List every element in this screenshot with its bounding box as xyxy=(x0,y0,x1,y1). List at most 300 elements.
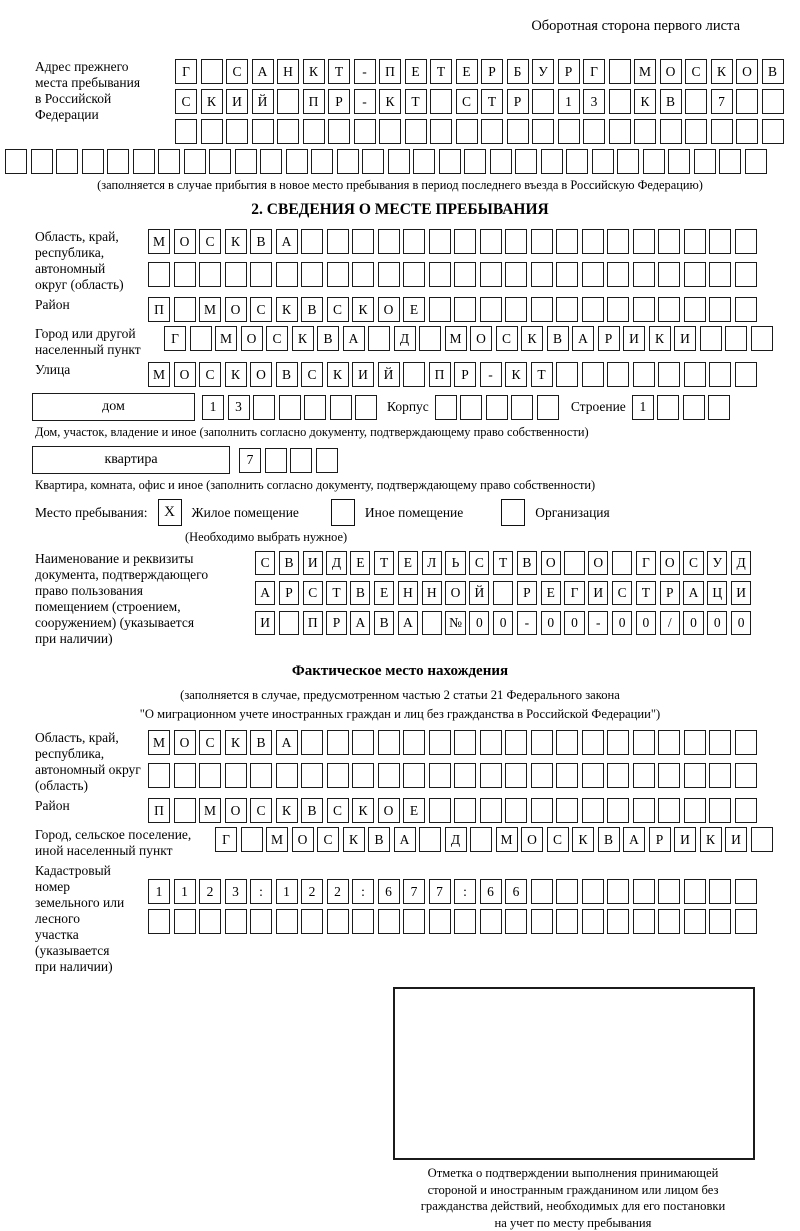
char-cell[interactable] xyxy=(505,297,527,322)
char-cell[interactable]: В xyxy=(276,362,298,387)
char-cell[interactable]: Н xyxy=(422,581,442,605)
char-cell[interactable]: О xyxy=(588,551,608,575)
char-cell[interactable]: К xyxy=(700,827,722,852)
char-cell[interactable] xyxy=(327,262,349,287)
char-cell[interactable] xyxy=(174,262,196,287)
char-cell[interactable]: И xyxy=(255,611,275,635)
char-cell[interactable] xyxy=(531,262,553,287)
char-cell[interactable] xyxy=(633,879,655,904)
char-cell[interactable] xyxy=(199,909,221,934)
char-cell[interactable] xyxy=(745,149,767,174)
char-cell[interactable]: А xyxy=(343,326,365,351)
char-cell[interactable]: В xyxy=(547,326,569,351)
char-cell[interactable] xyxy=(174,297,196,322)
char-cell[interactable] xyxy=(327,909,349,934)
char-cell[interactable]: К xyxy=(379,89,401,114)
char-cell[interactable]: - xyxy=(517,611,537,635)
char-cell[interactable]: Р xyxy=(328,89,350,114)
char-cell[interactable] xyxy=(633,297,655,322)
char-cell[interactable] xyxy=(454,262,476,287)
char-cell[interactable]: Е xyxy=(398,551,418,575)
char-cell[interactable]: А xyxy=(276,730,298,755)
char-cell[interactable] xyxy=(429,909,451,934)
char-cell[interactable] xyxy=(454,730,476,755)
char-cell[interactable]: 1 xyxy=(202,395,224,420)
char-cell[interactable]: Ц xyxy=(707,581,727,605)
char-cell[interactable] xyxy=(368,326,390,351)
char-cell[interactable]: 0 xyxy=(541,611,561,635)
char-cell[interactable]: - xyxy=(480,362,502,387)
char-cell[interactable] xyxy=(505,262,527,287)
char-cell[interactable] xyxy=(225,262,247,287)
char-cell[interactable] xyxy=(174,798,196,823)
char-cell[interactable]: 0 xyxy=(636,611,656,635)
char-cell[interactable]: Т xyxy=(405,89,427,114)
char-cell[interactable] xyxy=(612,551,632,575)
char-cell[interactable] xyxy=(480,297,502,322)
char-cell[interactable] xyxy=(301,229,323,254)
char-cell[interactable] xyxy=(531,229,553,254)
char-cell[interactable] xyxy=(762,119,784,144)
char-cell[interactable] xyxy=(609,89,631,114)
char-cell[interactable] xyxy=(556,763,578,788)
char-cell[interactable] xyxy=(633,229,655,254)
char-cell[interactable]: К xyxy=(201,89,223,114)
char-cell[interactable] xyxy=(470,827,492,852)
char-cell[interactable]: Н xyxy=(398,581,418,605)
char-cell[interactable]: С xyxy=(266,326,288,351)
char-cell[interactable]: И xyxy=(352,362,374,387)
char-cell[interactable] xyxy=(582,362,604,387)
char-cell[interactable] xyxy=(352,909,374,934)
char-cell[interactable]: Й xyxy=(469,581,489,605)
char-cell[interactable]: К xyxy=(292,326,314,351)
char-cell[interactable]: С xyxy=(226,59,248,84)
char-cell[interactable] xyxy=(709,763,731,788)
char-cell[interactable]: : xyxy=(250,879,272,904)
char-cell[interactable] xyxy=(429,297,451,322)
char-cell[interactable] xyxy=(709,879,731,904)
char-cell[interactable] xyxy=(609,119,631,144)
char-cell[interactable]: К xyxy=(505,362,527,387)
char-cell[interactable]: В xyxy=(660,89,682,114)
char-cell[interactable]: И xyxy=(226,89,248,114)
char-cell[interactable]: П xyxy=(379,59,401,84)
char-cell[interactable] xyxy=(493,581,513,605)
char-cell[interactable] xyxy=(735,879,757,904)
char-cell[interactable] xyxy=(413,149,435,174)
char-cell[interactable]: А xyxy=(255,581,275,605)
char-cell[interactable] xyxy=(419,827,441,852)
char-cell[interactable] xyxy=(556,229,578,254)
char-cell[interactable] xyxy=(582,798,604,823)
char-cell[interactable]: А xyxy=(394,827,416,852)
char-cell[interactable] xyxy=(429,229,451,254)
char-cell[interactable]: В xyxy=(350,581,370,605)
char-cell[interactable] xyxy=(643,149,665,174)
char-cell[interactable] xyxy=(362,149,384,174)
char-cell[interactable] xyxy=(505,909,527,934)
char-cell[interactable] xyxy=(430,89,452,114)
char-cell[interactable] xyxy=(660,119,682,144)
char-cell[interactable]: В xyxy=(301,297,323,322)
char-cell[interactable] xyxy=(174,763,196,788)
char-cell[interactable]: - xyxy=(354,59,376,84)
checkbox-residential[interactable]: X xyxy=(158,499,182,526)
char-cell[interactable] xyxy=(657,395,679,420)
char-cell[interactable]: В xyxy=(368,827,390,852)
char-cell[interactable]: Т xyxy=(481,89,503,114)
char-cell[interactable]: А xyxy=(572,326,594,351)
char-cell[interactable] xyxy=(352,262,374,287)
char-cell[interactable] xyxy=(505,229,527,254)
char-cell[interactable] xyxy=(454,763,476,788)
char-cell[interactable]: Г xyxy=(564,581,584,605)
char-cell[interactable]: П xyxy=(303,89,325,114)
char-cell[interactable] xyxy=(607,798,629,823)
char-cell[interactable]: Е xyxy=(403,798,425,823)
char-cell[interactable]: С xyxy=(199,229,221,254)
char-cell[interactable]: Е xyxy=(403,297,425,322)
char-cell[interactable] xyxy=(633,909,655,934)
char-cell[interactable] xyxy=(286,149,308,174)
char-cell[interactable]: К xyxy=(276,297,298,322)
char-cell[interactable] xyxy=(684,229,706,254)
char-cell[interactable] xyxy=(403,229,425,254)
char-cell[interactable] xyxy=(607,362,629,387)
char-cell[interactable] xyxy=(633,798,655,823)
checkbox-organization[interactable] xyxy=(501,499,525,526)
char-cell[interactable] xyxy=(719,149,741,174)
char-cell[interactable] xyxy=(531,909,553,934)
char-cell[interactable]: 1 xyxy=(558,89,580,114)
char-cell[interactable] xyxy=(265,448,287,473)
char-cell[interactable] xyxy=(316,448,338,473)
char-cell[interactable]: К xyxy=(352,798,374,823)
char-cell[interactable]: О xyxy=(225,297,247,322)
char-cell[interactable] xyxy=(480,763,502,788)
char-cell[interactable] xyxy=(532,119,554,144)
char-cell[interactable] xyxy=(556,362,578,387)
char-cell[interactable]: О xyxy=(736,59,758,84)
char-cell[interactable] xyxy=(683,395,705,420)
char-cell[interactable]: У xyxy=(532,59,554,84)
char-cell[interactable] xyxy=(378,909,400,934)
char-cell[interactable]: - xyxy=(588,611,608,635)
char-cell[interactable]: М xyxy=(148,362,170,387)
char-cell[interactable] xyxy=(276,763,298,788)
char-cell[interactable] xyxy=(709,362,731,387)
char-cell[interactable]: 1 xyxy=(632,395,654,420)
char-cell[interactable]: С xyxy=(327,297,349,322)
char-cell[interactable]: К xyxy=(343,827,365,852)
char-cell[interactable]: С xyxy=(612,581,632,605)
char-cell[interactable]: В xyxy=(317,326,339,351)
char-cell[interactable]: Р xyxy=(279,581,299,605)
char-cell[interactable] xyxy=(480,909,502,934)
char-cell[interactable]: Й xyxy=(252,89,274,114)
char-cell[interactable] xyxy=(429,262,451,287)
char-cell[interactable]: С xyxy=(327,798,349,823)
char-cell[interactable] xyxy=(709,229,731,254)
char-cell[interactable]: С xyxy=(456,89,478,114)
char-cell[interactable] xyxy=(490,149,512,174)
char-cell[interactable]: Г xyxy=(583,59,605,84)
char-cell[interactable]: К xyxy=(303,59,325,84)
char-cell[interactable] xyxy=(225,909,247,934)
char-cell[interactable] xyxy=(480,798,502,823)
char-cell[interactable] xyxy=(531,297,553,322)
char-cell[interactable]: О xyxy=(225,798,247,823)
char-cell[interactable] xyxy=(5,149,27,174)
char-cell[interactable] xyxy=(556,262,578,287)
char-cell[interactable] xyxy=(301,262,323,287)
char-cell[interactable] xyxy=(253,395,275,420)
char-cell[interactable]: О xyxy=(174,730,196,755)
char-cell[interactable] xyxy=(725,326,747,351)
char-cell[interactable]: Т xyxy=(636,581,656,605)
char-cell[interactable]: 2 xyxy=(199,879,221,904)
char-cell[interactable] xyxy=(56,149,78,174)
char-cell[interactable]: Г xyxy=(215,827,237,852)
char-cell[interactable]: О xyxy=(378,297,400,322)
char-cell[interactable]: / xyxy=(660,611,680,635)
char-cell[interactable]: М xyxy=(496,827,518,852)
char-cell[interactable]: Р xyxy=(481,59,503,84)
char-cell[interactable]: И xyxy=(588,581,608,605)
char-cell[interactable] xyxy=(429,730,451,755)
char-cell[interactable]: С xyxy=(301,362,323,387)
char-cell[interactable]: М xyxy=(148,730,170,755)
char-cell[interactable] xyxy=(684,362,706,387)
char-cell[interactable] xyxy=(260,149,282,174)
char-cell[interactable]: В xyxy=(374,611,394,635)
char-cell[interactable] xyxy=(709,297,731,322)
char-cell[interactable] xyxy=(582,730,604,755)
char-cell[interactable] xyxy=(735,909,757,934)
char-cell[interactable]: К xyxy=(649,326,671,351)
char-cell[interactable] xyxy=(685,89,707,114)
char-cell[interactable] xyxy=(352,730,374,755)
char-cell[interactable]: С xyxy=(175,89,197,114)
char-cell[interactable] xyxy=(454,909,476,934)
char-cell[interactable]: 0 xyxy=(493,611,513,635)
char-cell[interactable] xyxy=(607,879,629,904)
char-cell[interactable] xyxy=(556,297,578,322)
char-cell[interactable]: О xyxy=(541,551,561,575)
char-cell[interactable] xyxy=(429,798,451,823)
char-cell[interactable]: О xyxy=(250,362,272,387)
char-cell[interactable] xyxy=(607,229,629,254)
char-cell[interactable] xyxy=(658,909,680,934)
char-cell[interactable] xyxy=(174,909,196,934)
char-cell[interactable]: Р xyxy=(507,89,529,114)
char-cell[interactable] xyxy=(735,763,757,788)
char-cell[interactable] xyxy=(658,763,680,788)
char-cell[interactable]: К xyxy=(521,326,543,351)
char-cell[interactable] xyxy=(507,119,529,144)
char-cell[interactable]: Й xyxy=(378,362,400,387)
char-cell[interactable] xyxy=(515,149,537,174)
char-cell[interactable] xyxy=(694,149,716,174)
char-cell[interactable] xyxy=(480,262,502,287)
char-cell[interactable] xyxy=(279,611,299,635)
char-cell[interactable] xyxy=(481,119,503,144)
char-cell[interactable]: Р xyxy=(454,362,476,387)
char-cell[interactable]: Т xyxy=(531,362,553,387)
char-cell[interactable]: О xyxy=(660,59,682,84)
char-cell[interactable]: К xyxy=(572,827,594,852)
char-cell[interactable] xyxy=(684,798,706,823)
char-cell[interactable] xyxy=(668,149,690,174)
char-cell[interactable] xyxy=(199,262,221,287)
char-cell[interactable]: 0 xyxy=(731,611,751,635)
char-cell[interactable]: Р xyxy=(558,59,580,84)
char-cell[interactable]: 6 xyxy=(480,879,502,904)
char-cell[interactable] xyxy=(735,798,757,823)
char-cell[interactable] xyxy=(709,909,731,934)
char-cell[interactable] xyxy=(175,119,197,144)
char-cell[interactable]: М xyxy=(266,827,288,852)
char-cell[interactable]: В xyxy=(517,551,537,575)
char-cell[interactable]: Е xyxy=(456,59,478,84)
char-cell[interactable] xyxy=(505,763,527,788)
char-cell[interactable] xyxy=(735,297,757,322)
char-cell[interactable] xyxy=(609,59,631,84)
char-cell[interactable]: У xyxy=(707,551,727,575)
char-cell[interactable]: О xyxy=(378,798,400,823)
char-cell[interactable]: М xyxy=(199,297,221,322)
char-cell[interactable] xyxy=(355,395,377,420)
char-cell[interactable] xyxy=(556,879,578,904)
char-cell[interactable] xyxy=(556,798,578,823)
char-cell[interactable] xyxy=(633,730,655,755)
char-cell[interactable] xyxy=(531,879,553,904)
char-cell[interactable]: Е xyxy=(541,581,561,605)
char-cell[interactable]: Л xyxy=(422,551,442,575)
char-cell[interactable] xyxy=(566,149,588,174)
char-cell[interactable] xyxy=(190,326,212,351)
char-cell[interactable]: С xyxy=(496,326,518,351)
char-cell[interactable]: Р xyxy=(517,581,537,605)
char-cell[interactable]: М xyxy=(148,229,170,254)
char-cell[interactable] xyxy=(226,119,248,144)
char-cell[interactable]: К xyxy=(352,297,374,322)
char-cell[interactable] xyxy=(700,326,722,351)
char-cell[interactable]: О xyxy=(292,827,314,852)
char-cell[interactable]: А xyxy=(398,611,418,635)
char-cell[interactable] xyxy=(531,798,553,823)
char-cell[interactable] xyxy=(505,798,527,823)
char-cell[interactable]: К xyxy=(225,730,247,755)
char-cell[interactable]: Д xyxy=(326,551,346,575)
char-cell[interactable]: Б xyxy=(507,59,529,84)
char-cell[interactable]: М xyxy=(199,798,221,823)
char-cell[interactable] xyxy=(658,262,680,287)
char-cell[interactable] xyxy=(684,730,706,755)
char-cell[interactable]: : xyxy=(454,879,476,904)
char-cell[interactable] xyxy=(133,149,155,174)
char-cell[interactable]: А xyxy=(350,611,370,635)
char-cell[interactable] xyxy=(235,149,257,174)
char-cell[interactable]: Т xyxy=(430,59,452,84)
char-cell[interactable] xyxy=(301,763,323,788)
char-cell[interactable]: 0 xyxy=(564,611,584,635)
char-cell[interactable] xyxy=(82,149,104,174)
char-cell[interactable]: К xyxy=(225,229,247,254)
char-cell[interactable] xyxy=(633,362,655,387)
char-cell[interactable] xyxy=(684,879,706,904)
char-cell[interactable] xyxy=(352,763,374,788)
char-cell[interactable]: 7 xyxy=(239,448,261,473)
char-cell[interactable]: 0 xyxy=(469,611,489,635)
char-cell[interactable]: С xyxy=(317,827,339,852)
char-cell[interactable]: М xyxy=(634,59,656,84)
char-cell[interactable] xyxy=(685,119,707,144)
char-cell[interactable] xyxy=(148,262,170,287)
char-cell[interactable]: И xyxy=(731,581,751,605)
char-cell[interactable] xyxy=(751,827,773,852)
char-cell[interactable]: Е xyxy=(405,59,427,84)
char-cell[interactable]: 1 xyxy=(276,879,298,904)
char-cell[interactable]: В xyxy=(279,551,299,575)
char-cell[interactable]: Д xyxy=(445,827,467,852)
char-cell[interactable] xyxy=(531,730,553,755)
char-cell[interactable]: О xyxy=(174,229,196,254)
char-cell[interactable] xyxy=(429,763,451,788)
char-cell[interactable] xyxy=(435,395,457,420)
char-cell[interactable] xyxy=(403,362,425,387)
char-cell[interactable]: В xyxy=(250,730,272,755)
char-cell[interactable]: М xyxy=(445,326,467,351)
char-cell[interactable] xyxy=(511,395,533,420)
char-cell[interactable] xyxy=(460,395,482,420)
char-cell[interactable] xyxy=(486,395,508,420)
char-cell[interactable] xyxy=(709,730,731,755)
char-cell[interactable] xyxy=(405,119,427,144)
char-cell[interactable] xyxy=(634,119,656,144)
char-cell[interactable]: С xyxy=(199,730,221,755)
char-cell[interactable]: С xyxy=(683,551,703,575)
char-cell[interactable]: И xyxy=(303,551,323,575)
char-cell[interactable] xyxy=(327,229,349,254)
char-cell[interactable]: И xyxy=(725,827,747,852)
char-cell[interactable] xyxy=(556,730,578,755)
char-cell[interactable] xyxy=(708,395,730,420)
char-cell[interactable] xyxy=(684,262,706,287)
char-cell[interactable]: Р xyxy=(649,827,671,852)
char-cell[interactable]: 3 xyxy=(583,89,605,114)
char-cell[interactable]: 3 xyxy=(225,879,247,904)
char-cell[interactable]: А xyxy=(252,59,274,84)
char-cell[interactable] xyxy=(736,89,758,114)
char-cell[interactable] xyxy=(658,362,680,387)
char-cell[interactable] xyxy=(352,229,374,254)
char-cell[interactable]: Т xyxy=(326,581,346,605)
char-cell[interactable] xyxy=(158,149,180,174)
char-cell[interactable]: С xyxy=(255,551,275,575)
char-cell[interactable] xyxy=(199,763,221,788)
char-cell[interactable] xyxy=(480,229,502,254)
char-cell[interactable] xyxy=(148,909,170,934)
char-cell[interactable]: С xyxy=(303,581,323,605)
char-cell[interactable]: К xyxy=(327,362,349,387)
char-cell[interactable] xyxy=(327,763,349,788)
char-cell[interactable] xyxy=(607,297,629,322)
char-cell[interactable]: В xyxy=(301,798,323,823)
char-cell[interactable]: № xyxy=(445,611,465,635)
char-cell[interactable] xyxy=(735,730,757,755)
